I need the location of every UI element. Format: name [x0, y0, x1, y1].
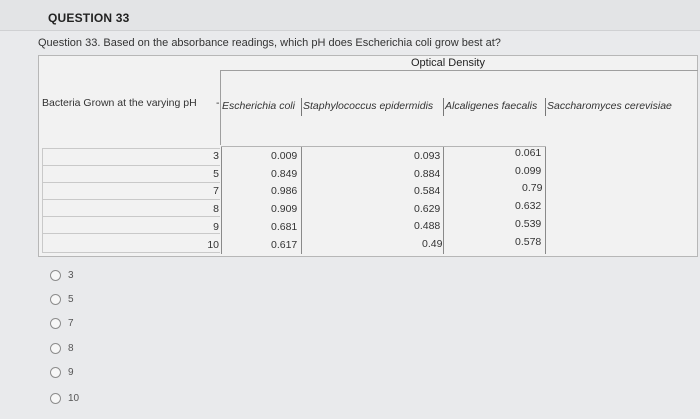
answer-option-label: 5 [68, 293, 74, 305]
ph-value: 5 [213, 168, 219, 180]
column-header-staph: Staphylococcus epidermidis [303, 100, 434, 112]
saccharomyces-value: 0.539 [515, 218, 542, 230]
ph-value: 9 [213, 221, 219, 233]
alcaligenes-value: 0.49 [422, 238, 443, 250]
saccharomyces-value: 0.099 [515, 165, 542, 177]
alcaligenes-value: 0.488 [414, 220, 441, 232]
radio-button[interactable] [50, 270, 61, 281]
alcaligenes-value: 0.884 [414, 168, 441, 180]
row-line [221, 146, 546, 147]
staph-value: 0.681 [271, 221, 298, 233]
row-header-label: Bacteria Grown at the varying pH [42, 97, 197, 109]
column-divider [545, 98, 546, 116]
question-title: QUESTION 33 [48, 11, 130, 25]
answer-option-9[interactable] [50, 364, 74, 380]
ph-value: 8 [213, 203, 219, 215]
column-line [301, 146, 302, 254]
staph-value: 0.009 [271, 150, 298, 162]
saccharomyces-value: 0.79 [522, 182, 543, 194]
answer-option-label: 3 [68, 269, 74, 281]
column-header-alcaligenes: Alcaligenes faecalis [445, 100, 538, 112]
saccharomyces-value: 0.578 [515, 236, 542, 248]
answer-option-7[interactable] [50, 315, 74, 331]
alcaligenes-value: 0.584 [414, 185, 441, 197]
row-label-grid [42, 148, 221, 253]
question-header [0, 0, 700, 31]
answer-option-8[interactable] [50, 340, 74, 356]
column-line [221, 146, 222, 254]
staph-value: 0.909 [271, 203, 298, 215]
grid-line [42, 165, 220, 166]
column-header-ecoli: Escherichia coli [222, 100, 295, 112]
column-divider [443, 98, 444, 116]
ph-value: 3 [213, 150, 219, 162]
grid-line [42, 148, 220, 149]
ph-value: 10 [207, 239, 219, 251]
answer-option-label: 7 [68, 317, 74, 329]
radio-button[interactable] [50, 343, 61, 354]
answer-option-label: 9 [68, 366, 74, 378]
answer-option-label: 10 [68, 392, 80, 404]
radio-button[interactable] [50, 318, 61, 329]
ph-value: 7 [213, 185, 219, 197]
alcaligenes-value: 0.093 [414, 150, 441, 162]
grid-line [42, 233, 220, 234]
answer-option-10[interactable] [50, 390, 79, 406]
radio-button[interactable] [50, 367, 61, 378]
column-divider [301, 98, 302, 116]
optical-density-header: Optical Density [411, 57, 485, 69]
staph-value: 0.617 [271, 239, 298, 251]
radio-button[interactable] [50, 393, 61, 404]
staph-value: 0.849 [271, 168, 298, 180]
staph-value: 0.986 [271, 185, 298, 197]
column-line [443, 146, 444, 254]
row-header-dash: - [216, 97, 220, 109]
alcaligenes-value: 0.629 [414, 203, 441, 215]
grid-line [42, 216, 220, 217]
column-line [545, 146, 546, 254]
saccharomyces-value: 0.632 [515, 200, 542, 212]
grid-line [42, 182, 220, 183]
radio-button[interactable] [50, 294, 61, 305]
column-header-saccharomyces: Saccharomyces cerevisiae [547, 100, 672, 112]
grid-line [42, 199, 220, 200]
answer-option-3[interactable] [50, 267, 74, 283]
saccharomyces-value: 0.061 [515, 147, 542, 159]
question-text: Question 33. Based on the absorbance readings, which pH does Escherichia coli grow best at? [38, 37, 501, 49]
answer-option-label: 8 [68, 342, 74, 354]
answer-option-5[interactable] [50, 291, 74, 307]
grid-line [42, 252, 220, 253]
